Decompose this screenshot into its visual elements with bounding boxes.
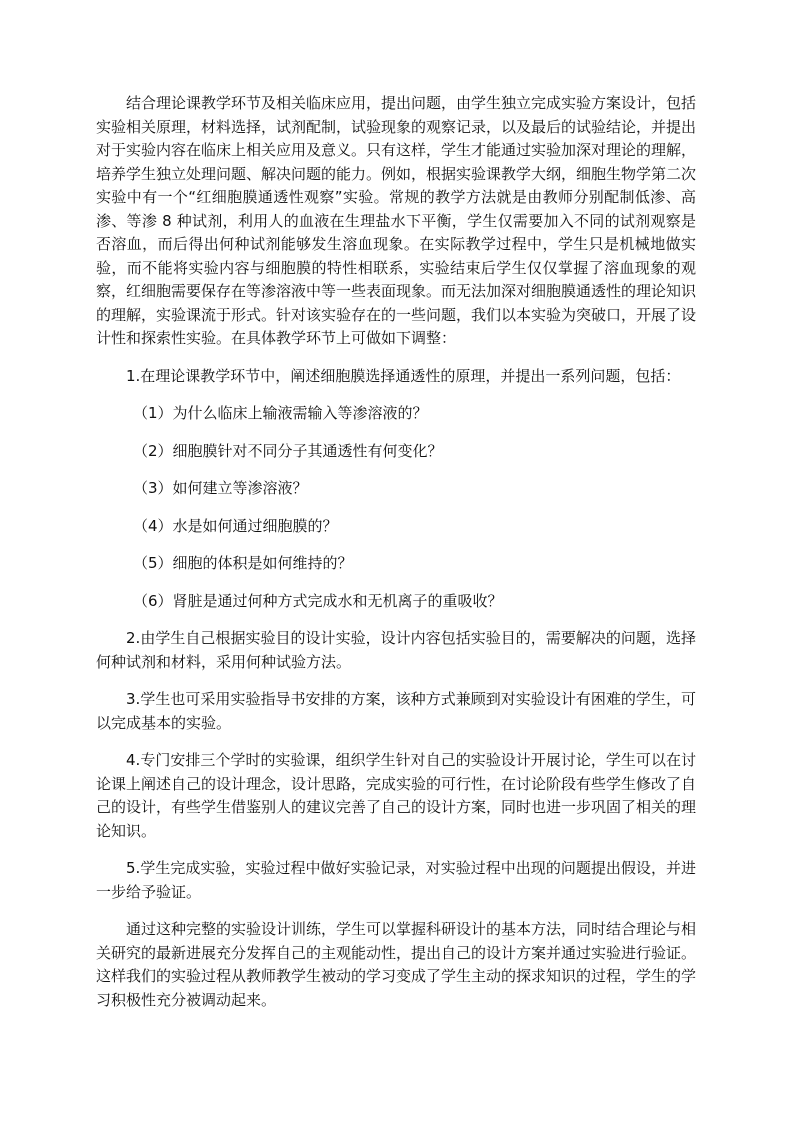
paragraph-step-5: 5.学生完成实验，实验过程中做好实验记录，对实验过程中出现的问题提出假设，并进一步给予验证。 [96, 859, 696, 901]
question-2: （2）细胞膜针对不同分子其通透性有何变化？ [133, 441, 443, 460]
paragraph-step-1: 1.在理论课教学环节中，阐述细胞膜选择通透性的原理，并提出一系列问题，包括： [126, 366, 681, 385]
paragraph-conclusion: 通过这种完整的实验设计训练，学生可以掌握科研设计的基本方法，同时结合理论与相关研究的最新进展充分发挥自己的主观能动性，提出自己的设计方案并通过实验进行验证。这样我们的实验过程从教师教学生被动的学习变成了学生主动的探求知识的过程，学生的学习积极性充分被调动起来。 [96, 920, 697, 1009]
paragraph-step-2: 2.由学生自己根据实验目的设计实验，设计内容包括实验目的，需要解决的问题，选择何种试剂和材料，采用何种试验方法。 [96, 629, 696, 671]
paragraph-step-3: 3.学生也可采用实验指导书安排的方案，该种方式兼顾到对实验设计有困难的学生，可以完成基本的实验。 [96, 690, 696, 732]
paragraph-intro: 结合理论课教学环节及相关临床应用，提出问题，由学生独立完成实验方案设计，包括实验相关原理，材料选择，试剂配制，试验现象的观察记录，以及最后的试验结论，并提出对于实验内容在临床上相关应用及意义。只有这样，学生才能通过实验加深对理论的理解，培养学生独立处理问题、解决问题的能力。例如，根据实验课教学大纲，细胞生物学第二次实验中有一个“红细胞膜通透性观察”实验。常规的教学方法就是由教师分别配制低渗、高渗、等渗 8 种试剂，利用人的血液在生理盐水下平衡，学生仅需要加入不同的试剂观察是否溶血，而后得出何种试剂能够发生溶血现象。在实际教学过程中，学生只是机械地做实验，而不能将实验内容与细胞膜的特性相联系，实验结束后学生仅仅掌握了溶血现象的观察，红细胞需要保存在等渗溶液中等一些表面现象。而无法加深对细胞膜通透性的理论知识的理解，实验课流于形式。针对该实验存在的一些问题，我们以本实验为突破口，开展了设计性和探索性实验。在具体教学环节上可做如下调整： [96, 94, 697, 347]
question-5: （5）细胞的体积是如何维持的？ [133, 554, 353, 572]
paragraph-step-4: 4.专门安排三个学时的实验课，组织学生针对自己的实验设计开展讨论，学生可以在讨论课上阐述自己的设计理念，设计思路，完成实验的可行性，在讨论阶段有些学生修改了自己的设计，有些学生借鉴别人的建议完善了自己的设计方案，同时也进一步巩固了相关的理论知识。 [96, 751, 697, 840]
question-4: （4）水是如何通过细胞膜的？ [133, 516, 338, 535]
question-1: （1）为什么临床上输液需输入等渗溶液的？ [133, 404, 428, 422]
question-6: （6）肾脏是通过何种方式完成水和无机离子的重吸收？ [133, 591, 503, 610]
question-3: （3）如何建立等渗溶液？ [133, 479, 308, 497]
document-page [96, 92, 696, 1012]
